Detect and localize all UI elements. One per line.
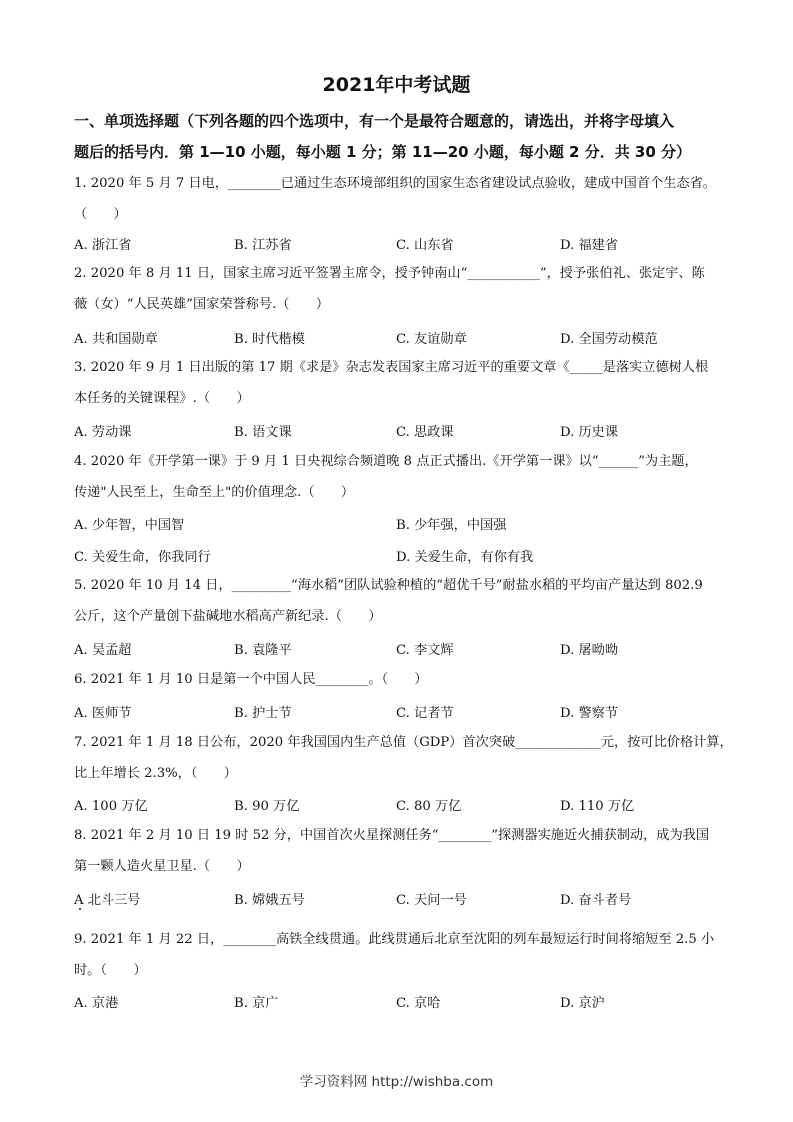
section-heading-line-2: 题后的括号内．第 1—10 小题，每小题 1 分；第 11—20 小题，每小题 2 分．共 30 分） bbox=[74, 143, 692, 161]
stray-mark bbox=[79, 908, 81, 910]
option-a[interactable]: A. 劳动课 bbox=[74, 425, 132, 440]
option-c[interactable]: C. 李文辉 bbox=[396, 643, 454, 658]
option-c[interactable]: C. 记者节 bbox=[396, 706, 454, 721]
question-text: （ ） bbox=[74, 207, 127, 222]
option-c[interactable]: C. 80 万亿 bbox=[396, 799, 462, 814]
question-4 bbox=[74, 446, 724, 508]
option-d[interactable]: D. 全国劳动模范 bbox=[560, 332, 658, 347]
option-b[interactable]: B. 江苏省 bbox=[234, 238, 292, 253]
question-text: 5. 2020 年 10 月 14 日，_________“海水稻”团队试验种植的“超优千号”耐盐水稻的平均亩产量达到 802.9 bbox=[74, 578, 703, 593]
question-text: 2. 2020 年 8 月 11 日，国家主席习近平签署主席令，授予钟南山“___________”，授予张伯礼、张定宇、陈 bbox=[74, 266, 705, 281]
question-text: 8. 2021 年 2 月 10 日 19 时 52 分，中国首次火星探测任务“________”探测器实施近火捕获制动，成为我国 bbox=[74, 828, 710, 843]
question-9 bbox=[74, 924, 724, 986]
option-d[interactable]: D. 福建省 bbox=[560, 238, 619, 253]
page-title: 2021年中考试题 bbox=[322, 74, 471, 96]
option-c[interactable]: C. 天问一号 bbox=[396, 893, 467, 908]
option-d[interactable]: D. 京沪 bbox=[560, 996, 605, 1011]
question-3 bbox=[74, 352, 724, 414]
option-b[interactable]: B. 90 万亿 bbox=[234, 799, 300, 814]
section-heading-line-1: 一、单项选择题（下列各题的四个选项中，有一个是最符合题意的，请选出，并将字母填入 bbox=[74, 112, 675, 130]
option-a[interactable]: A. 共和国勋章 bbox=[74, 332, 158, 347]
option-c[interactable]: C. 思政课 bbox=[396, 425, 454, 440]
option-b[interactable]: B. 嫦娥五号 bbox=[234, 893, 305, 908]
question-1-options bbox=[74, 234, 724, 258]
option-d[interactable]: D. 警察节 bbox=[560, 706, 619, 721]
question-2 bbox=[74, 258, 724, 320]
option-b[interactable]: B. 时代楷模 bbox=[234, 332, 305, 347]
question-text: 薇（女）“人民英雄”国家荣誉称号.（ ） bbox=[74, 297, 330, 312]
question-1 bbox=[74, 168, 724, 230]
question-text: 第一颗人造火星卫星.（ ） bbox=[74, 859, 250, 874]
question-text: 时。（ ） bbox=[74, 963, 147, 978]
question-3-options bbox=[74, 421, 724, 445]
question-2-options bbox=[74, 328, 724, 352]
option-c[interactable]: C. 京哈 bbox=[396, 996, 441, 1011]
question-text: 3. 2020 年 9 月 1 日出版的第 17 期《求是》杂志发表国家主席习近平的重要文章《_____是落实立德树人根 bbox=[74, 360, 709, 375]
question-4-options-row-2 bbox=[74, 546, 724, 570]
option-a[interactable]: A. 浙江省 bbox=[74, 238, 132, 253]
question-4-options-row-1 bbox=[74, 514, 724, 538]
option-d[interactable]: D. 奋斗者号 bbox=[560, 893, 632, 908]
option-b[interactable]: B. 袁隆平 bbox=[234, 643, 292, 658]
option-a[interactable]: A 北斗三号 bbox=[74, 893, 141, 908]
question-5-options bbox=[74, 639, 724, 663]
footer-watermark: 学习资料网 http://wishba.com bbox=[299, 1074, 494, 1090]
option-b[interactable]: B. 京广 bbox=[234, 996, 279, 1011]
option-c[interactable]: C. 友谊勋章 bbox=[396, 332, 467, 347]
option-c[interactable]: C. 山东省 bbox=[396, 238, 454, 253]
question-7-options bbox=[74, 795, 724, 819]
section-heading bbox=[74, 106, 724, 168]
option-a[interactable]: A. 医师节 bbox=[74, 706, 132, 721]
question-text: 7. 2021 年 1 月 18 日公布，2020 年我国国内生产总值（GDP）首次突破_____________元，按可比价格计算， bbox=[74, 735, 733, 750]
option-d[interactable]: D. 关爱生命，有你有我 bbox=[396, 550, 534, 565]
option-d[interactable]: D. 历史课 bbox=[560, 425, 619, 440]
option-d[interactable]: D. 110 万亿 bbox=[560, 799, 635, 814]
question-text: 本任务的关键课程》.（ ） bbox=[74, 391, 250, 406]
option-b[interactable]: B. 少年强，中国强 bbox=[396, 518, 507, 533]
option-b[interactable]: B. 护士节 bbox=[234, 706, 292, 721]
option-a[interactable]: A. 100 万亿 bbox=[74, 799, 148, 814]
question-5 bbox=[74, 570, 724, 632]
option-c[interactable]: C. 关爱生命，你我同行 bbox=[74, 550, 211, 565]
option-a[interactable]: A. 少年智，中国智 bbox=[74, 518, 185, 533]
option-d[interactable]: D. 屠呦呦 bbox=[560, 643, 619, 658]
question-text: 1. 2020 年 5 月 7 日电，________已通过生态环境部组织的国家生态省建设试点验收，建成中国首个生态省。 bbox=[74, 176, 716, 191]
question-8-options bbox=[74, 889, 724, 913]
question-6 bbox=[74, 664, 724, 695]
question-text: 公斤，这个产量创下盐碱地水稻高产新纪录.（ ） bbox=[74, 609, 382, 624]
question-text: 传递"人民至上，生命至上"的价值理念.（ ） bbox=[74, 485, 355, 500]
question-8 bbox=[74, 820, 724, 882]
question-9-options bbox=[74, 992, 724, 1016]
question-text: 6. 2021 年 1 月 10 日是第一个中国人民________。（ ） bbox=[74, 672, 428, 687]
option-b[interactable]: B. 语文课 bbox=[234, 425, 292, 440]
question-7 bbox=[74, 727, 733, 789]
question-text: 4. 2020 年《开学第一课》于 9 月 1 日央视综合频道晚 8 点正式播出.《开学第一课》以“______”为主题， bbox=[74, 454, 698, 469]
question-text: 比上年增长 2.3%，（ ） bbox=[74, 766, 237, 781]
question-6-options bbox=[74, 702, 724, 726]
option-a[interactable]: A. 吴孟超 bbox=[74, 643, 132, 658]
option-a[interactable]: A. 京港 bbox=[74, 996, 119, 1011]
question-text: 9. 2021 年 1 月 22 日，________高铁全线贯通。此线贯通后北京至沈阳的列车最短运行时间将缩短至 2.5 小 bbox=[74, 932, 715, 947]
